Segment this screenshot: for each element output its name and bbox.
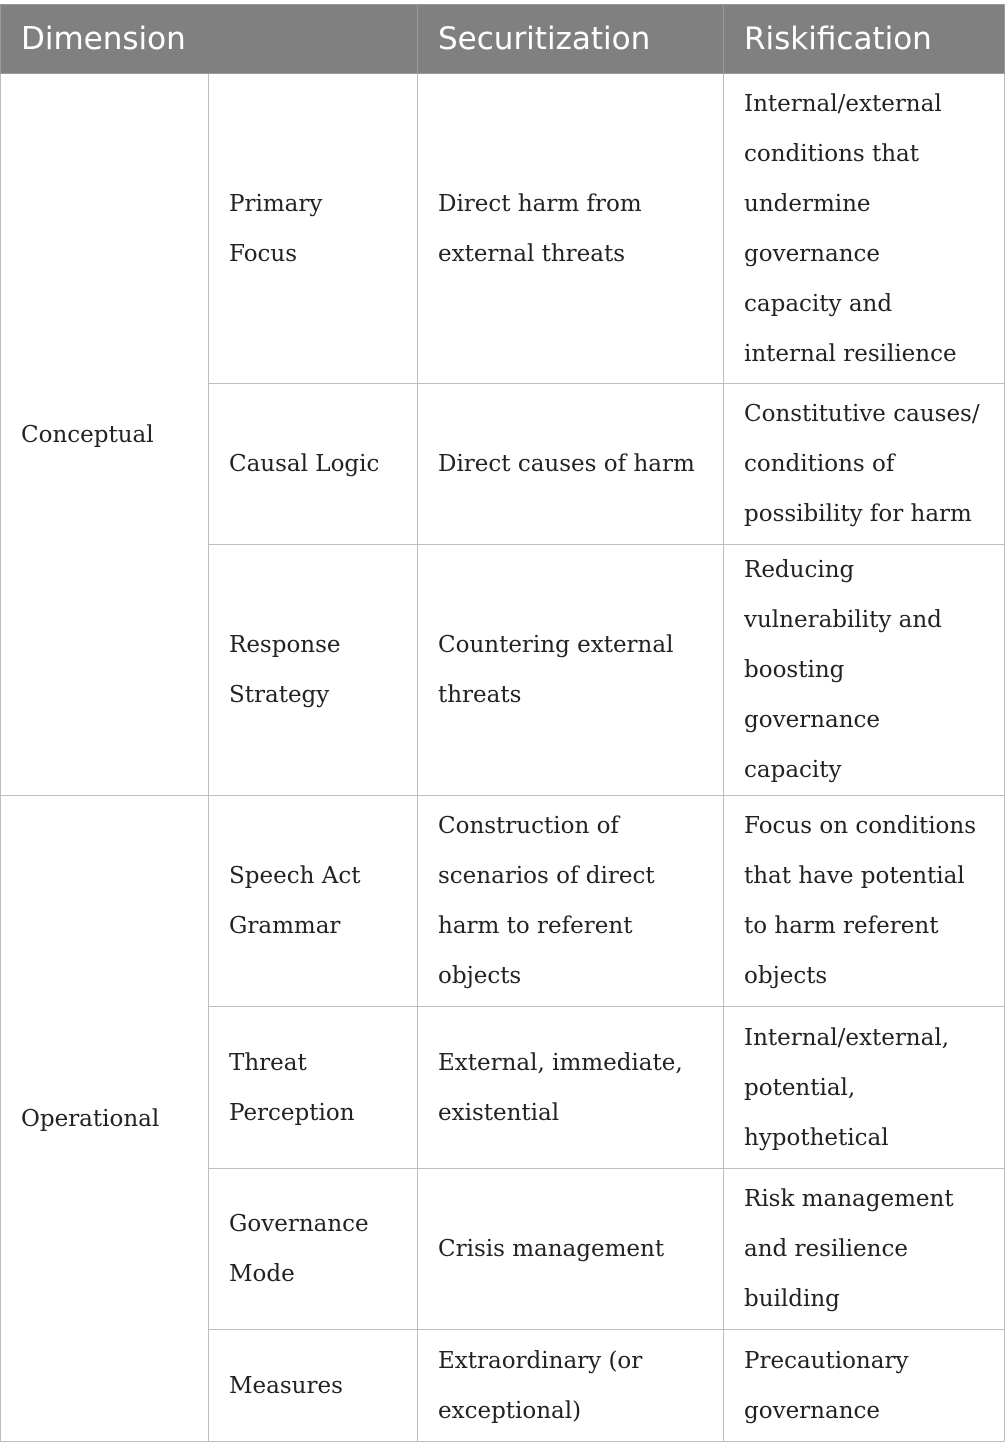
- riskification-cell: Internal/external conditions that undermine governance capacity and internal resilience: [724, 74, 1005, 384]
- table-row: [1, 74, 1005, 384]
- riskification-cell: Reducing vulnerability and boosting governance capacity: [724, 545, 1005, 796]
- dimension-group-cell: Operational: [1, 796, 209, 1442]
- securitization-cell: Extraordinary (or exceptional): [418, 1330, 724, 1442]
- dimension-group-cell: Conceptual: [1, 74, 209, 796]
- securitization-cell: Construction of scenarios of direct harm to referent objects: [418, 796, 724, 1007]
- aspect-cell: Speech Act Grammar: [209, 796, 418, 1007]
- aspect-cell: Measures: [209, 1330, 418, 1442]
- riskification-cell: Internal/external, potential, hypothetical: [724, 1007, 1005, 1169]
- riskification-cell: Risk management and resilience building: [724, 1169, 1005, 1330]
- aspect-cell: Threat Perception: [209, 1007, 418, 1169]
- header-row: [1, 5, 1005, 74]
- securitization-cell: External, immediate, existential: [418, 1007, 724, 1169]
- header-dimension: Dimension: [1, 5, 418, 74]
- aspect-cell: Primary Focus: [209, 74, 418, 384]
- header-riskification: Riskification: [724, 5, 1005, 74]
- comparison-table: [0, 4, 1005, 1442]
- riskification-cell: Focus on conditions that have potential to harm referent objects: [724, 796, 1005, 1007]
- aspect-cell: Causal Logic: [209, 384, 418, 545]
- aspect-cell: Response Strategy: [209, 545, 418, 796]
- securitization-cell: Crisis management: [418, 1169, 724, 1330]
- securitization-cell: Direct causes of harm: [418, 384, 724, 545]
- table-row: [1, 796, 1005, 1007]
- riskification-cell: Constitutive causes/ conditions of possibility for harm: [724, 384, 1005, 545]
- securitization-cell: Countering external threats: [418, 545, 724, 796]
- riskification-cell: Precautionary governance: [724, 1330, 1005, 1442]
- aspect-cell: Governance Mode: [209, 1169, 418, 1330]
- header-securitization: Securitization: [418, 5, 724, 74]
- securitization-cell: Direct harm from external threats: [418, 74, 724, 384]
